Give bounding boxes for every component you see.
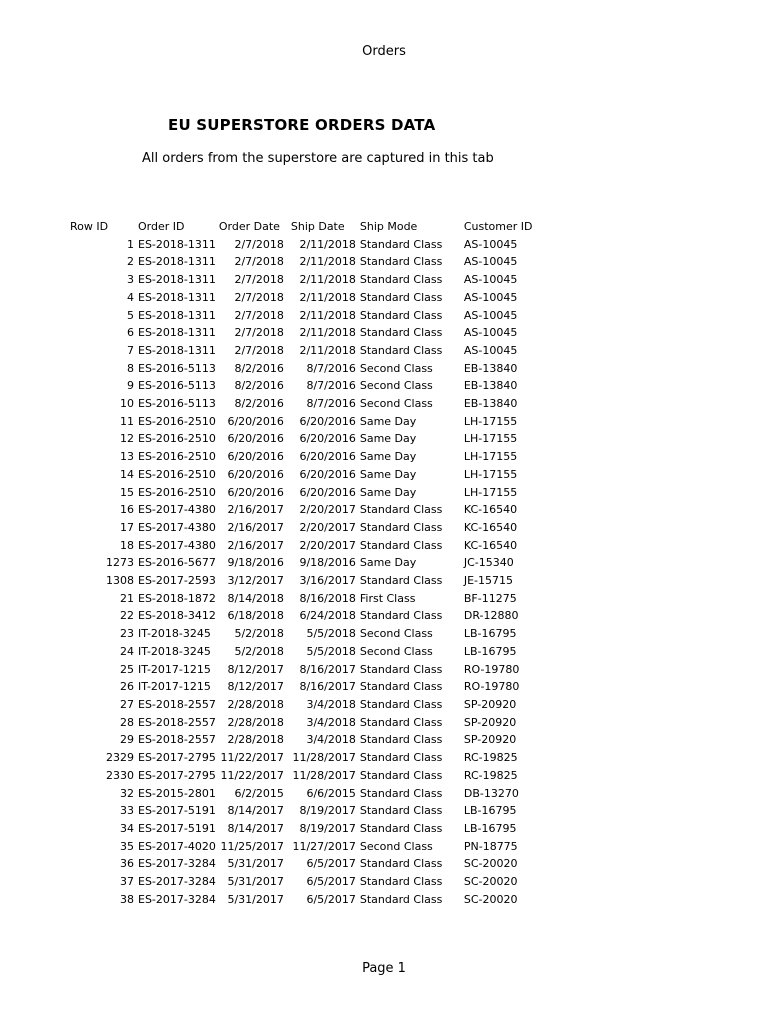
- cell-order-id: ES-2017-4380: [138, 520, 216, 534]
- cell-ship-mode: Same Day: [359, 414, 417, 428]
- table-row: [0, 448, 564, 466]
- cell-customer-id: JE-15715: [463, 574, 514, 588]
- cell-ship-mode: Standard Class: [359, 574, 443, 588]
- cell-ship-mode: Standard Class: [359, 662, 443, 676]
- cell-order-id: ES-2017-5191: [138, 821, 216, 835]
- cell-row-id: 1308: [106, 574, 134, 588]
- cell-row-id: 25: [120, 662, 134, 676]
- cell-row-id: 33: [120, 804, 134, 818]
- cell-row-id: 29: [120, 733, 134, 747]
- document-subtitle: All orders from the superstore are captured in this tab: [142, 151, 494, 166]
- cell-order-date: 3/12/2017: [227, 574, 284, 588]
- cell-order-id: ES-2018-1311: [138, 326, 216, 340]
- cell-customer-id: EB-13840: [463, 361, 518, 375]
- cell-ship-date: 6/5/2017: [306, 875, 356, 889]
- cell-order-date: 8/14/2017: [227, 804, 284, 818]
- cell-customer-id: DR-12880: [463, 609, 519, 623]
- cell-row-id: 21: [120, 591, 134, 605]
- cell-ship-date: 6/24/2018: [299, 609, 356, 623]
- column-header-ship-mode: Ship Mode: [359, 220, 418, 233]
- cell-ship-mode: Standard Class: [359, 768, 443, 782]
- cell-row-id: 34: [120, 821, 134, 835]
- cell-ship-date: 8/16/2017: [299, 662, 356, 676]
- cell-order-date: 11/22/2017: [220, 768, 284, 782]
- cell-ship-date: 2/11/2018: [299, 255, 356, 269]
- cell-order-id: ES-2018-1311: [138, 290, 216, 304]
- cell-order-id: ES-2017-5191: [138, 804, 216, 818]
- cell-customer-id: LH-17155: [463, 485, 518, 499]
- cell-order-date: 6/2/2015: [234, 786, 284, 800]
- column-header-order-date: Order Date: [218, 220, 280, 233]
- cell-ship-date: 6/5/2017: [306, 857, 356, 871]
- cell-order-id: ES-2016-5113: [138, 397, 216, 411]
- cell-customer-id: LH-17155: [463, 432, 518, 446]
- cell-ship-mode: Standard Class: [359, 697, 443, 711]
- table-row: [0, 714, 564, 732]
- cell-customer-id: LH-17155: [463, 467, 518, 481]
- cell-customer-id: RC-19825: [463, 768, 518, 782]
- cell-order-id: ES-2016-2510: [138, 450, 216, 464]
- cell-row-id: 14: [120, 467, 134, 481]
- cell-order-date: 5/2/2018: [234, 644, 284, 658]
- cell-ship-mode: Standard Class: [359, 290, 443, 304]
- table-row: [0, 466, 564, 484]
- cell-order-id: IT-2018-3245: [138, 627, 211, 641]
- cell-row-id: 35: [120, 839, 134, 853]
- table-row: [0, 519, 564, 537]
- cell-ship-date: 3/16/2017: [299, 574, 356, 588]
- cell-order-date: 11/22/2017: [220, 751, 284, 765]
- cell-customer-id: PN-18775: [463, 839, 518, 853]
- table-row: [0, 324, 564, 342]
- cell-order-date: 5/31/2017: [227, 857, 284, 871]
- cell-customer-id: EB-13840: [463, 397, 518, 411]
- cell-ship-date: 6/20/2016: [299, 485, 356, 499]
- cell-customer-id: AS-10045: [463, 255, 518, 269]
- cell-order-date: 2/7/2018: [234, 255, 284, 269]
- cell-order-id: ES-2016-2510: [138, 485, 216, 499]
- column-header-row-id: Row ID: [70, 220, 109, 233]
- table-row: [0, 307, 564, 325]
- table-row: [0, 572, 564, 590]
- table-row: [0, 838, 564, 856]
- cell-order-id: ES-2016-5113: [138, 361, 216, 375]
- page-header-title: Orders: [362, 44, 406, 59]
- cell-ship-date: 8/7/2016: [306, 361, 356, 375]
- cell-ship-date: 8/19/2017: [299, 804, 356, 818]
- cell-customer-id: SC-20020: [463, 892, 518, 906]
- cell-order-date: 2/7/2018: [234, 273, 284, 287]
- table-row: [0, 395, 564, 413]
- table-row: [0, 873, 564, 891]
- table-row: [0, 430, 564, 448]
- cell-ship-mode: Standard Class: [359, 308, 443, 322]
- cell-order-id: ES-2018-1311: [138, 308, 216, 322]
- cell-customer-id: BF-11275: [463, 591, 517, 605]
- table-row: [0, 891, 564, 909]
- cell-row-id: 18: [120, 538, 134, 552]
- cell-ship-date: 2/11/2018: [299, 308, 356, 322]
- cell-order-id: ES-2018-1311: [138, 255, 216, 269]
- cell-ship-date: 2/11/2018: [299, 237, 356, 251]
- table-row: [0, 236, 564, 254]
- cell-order-date: 8/12/2017: [227, 662, 284, 676]
- cell-row-id: 26: [120, 680, 134, 694]
- table-row: [0, 767, 564, 785]
- cell-row-id: 15: [120, 485, 134, 499]
- table-row: [0, 820, 564, 838]
- cell-order-date: 2/16/2017: [227, 538, 284, 552]
- cell-order-date: 2/28/2018: [227, 697, 284, 711]
- table-row: [0, 413, 564, 431]
- cell-order-date: 5/2/2018: [234, 627, 284, 641]
- cell-order-date: 2/7/2018: [234, 290, 284, 304]
- cell-row-id: 11: [120, 414, 134, 428]
- orders-table-body: [0, 236, 564, 909]
- cell-ship-date: 3/4/2018: [306, 697, 356, 711]
- cell-order-id: ES-2017-4380: [138, 503, 216, 517]
- cell-ship-mode: Second Class: [359, 839, 433, 853]
- cell-ship-date: 3/4/2018: [306, 733, 356, 747]
- cell-order-id: ES-2016-2510: [138, 432, 216, 446]
- cell-ship-date: 8/16/2018: [299, 591, 356, 605]
- cell-ship-mode: Standard Class: [359, 751, 443, 765]
- cell-order-date: 9/18/2016: [227, 556, 284, 570]
- cell-row-id: 12: [120, 432, 134, 446]
- cell-ship-mode: Same Day: [359, 485, 417, 499]
- table-row: [0, 607, 564, 625]
- cell-ship-mode: Standard Class: [359, 343, 443, 357]
- cell-order-id: IT-2017-1215: [138, 680, 211, 694]
- cell-order-date: 8/2/2016: [234, 379, 284, 393]
- cell-ship-mode: Standard Class: [359, 804, 443, 818]
- table-row: [0, 537, 564, 555]
- cell-order-date: 2/7/2018: [234, 237, 284, 251]
- cell-customer-id: AS-10045: [463, 290, 518, 304]
- cell-ship-mode: Standard Class: [359, 538, 443, 552]
- cell-ship-mode: First Class: [359, 591, 416, 605]
- cell-order-date: 8/12/2017: [227, 680, 284, 694]
- cell-order-date: 2/16/2017: [227, 520, 284, 534]
- cell-customer-id: AS-10045: [463, 343, 518, 357]
- cell-ship-date: 6/20/2016: [299, 467, 356, 481]
- cell-ship-mode: Standard Class: [359, 255, 443, 269]
- cell-ship-mode: Standard Class: [359, 503, 443, 517]
- cell-order-id: ES-2018-1311: [138, 237, 216, 251]
- table-row: [0, 289, 564, 307]
- table-header-row: [0, 218, 564, 236]
- cell-order-date: 2/28/2018: [227, 733, 284, 747]
- table-row: [0, 731, 564, 749]
- cell-row-id: 32: [120, 786, 134, 800]
- cell-customer-id: RO-19780: [463, 662, 520, 676]
- cell-order-date: 11/25/2017: [220, 839, 284, 853]
- cell-order-id: ES-2015-2801: [138, 786, 216, 800]
- table-row: [0, 855, 564, 873]
- cell-customer-id: KC-16540: [463, 538, 518, 552]
- cell-row-id: 4: [127, 290, 134, 304]
- table-row: [0, 643, 564, 661]
- cell-row-id: 13: [120, 450, 134, 464]
- cell-ship-date: 11/28/2017: [292, 768, 356, 782]
- table-row: [0, 749, 564, 767]
- cell-order-date: 6/20/2016: [227, 432, 284, 446]
- cell-ship-mode: Same Day: [359, 556, 417, 570]
- cell-customer-id: LB-16795: [463, 644, 517, 658]
- cell-order-id: ES-2016-2510: [138, 414, 216, 428]
- document-title: EU SUPERSTORE ORDERS DATA: [168, 116, 436, 134]
- cell-row-id: 2330: [106, 768, 134, 782]
- cell-row-id: 9: [127, 379, 134, 393]
- cell-customer-id: KC-16540: [463, 503, 518, 517]
- cell-order-id: ES-2018-1872: [138, 591, 216, 605]
- cell-order-date: 2/7/2018: [234, 326, 284, 340]
- cell-customer-id: LH-17155: [463, 414, 518, 428]
- cell-order-date: 6/18/2018: [227, 609, 284, 623]
- table-row: [0, 271, 564, 289]
- cell-ship-mode: Standard Class: [359, 875, 443, 889]
- cell-ship-date: 8/16/2017: [299, 680, 356, 694]
- cell-order-id: ES-2017-2593: [138, 574, 216, 588]
- column-header-customer-id: Customer ID: [463, 220, 533, 233]
- cell-customer-id: SP-20920: [463, 697, 517, 711]
- cell-row-id: 2329: [106, 751, 134, 765]
- cell-row-id: 37: [120, 875, 134, 889]
- cell-order-date: 6/20/2016: [227, 485, 284, 499]
- cell-ship-date: 9/18/2016: [299, 556, 356, 570]
- cell-order-id: ES-2017-2795: [138, 768, 216, 782]
- cell-row-id: 1: [127, 237, 134, 251]
- cell-customer-id: LB-16795: [463, 627, 517, 641]
- cell-ship-date: 2/20/2017: [299, 538, 356, 552]
- cell-ship-mode: Standard Class: [359, 892, 443, 906]
- table-row: [0, 696, 564, 714]
- cell-customer-id: DB-13270: [463, 786, 519, 800]
- cell-order-id: ES-2018-2557: [138, 733, 216, 747]
- cell-ship-date: 6/6/2015: [306, 786, 356, 800]
- cell-ship-mode: Second Class: [359, 361, 433, 375]
- cell-row-id: 36: [120, 857, 134, 871]
- table-row: [0, 360, 564, 378]
- cell-order-id: ES-2017-3284: [138, 875, 216, 889]
- cell-order-id: ES-2016-5113: [138, 379, 216, 393]
- cell-customer-id: LB-16795: [463, 821, 517, 835]
- table-row: [0, 590, 564, 608]
- cell-order-date: 5/31/2017: [227, 892, 284, 906]
- cell-customer-id: AS-10045: [463, 237, 518, 251]
- cell-ship-date: 6/20/2016: [299, 450, 356, 464]
- cell-row-id: 28: [120, 715, 134, 729]
- cell-ship-mode: Same Day: [359, 467, 417, 481]
- cell-ship-mode: Second Class: [359, 379, 433, 393]
- cell-customer-id: AS-10045: [463, 273, 518, 287]
- cell-order-date: 2/16/2017: [227, 503, 284, 517]
- cell-order-id: ES-2018-2557: [138, 715, 216, 729]
- cell-row-id: 23: [120, 627, 134, 641]
- cell-order-id: ES-2017-4380: [138, 538, 216, 552]
- cell-ship-date: 2/11/2018: [299, 290, 356, 304]
- cell-order-date: 2/28/2018: [227, 715, 284, 729]
- cell-row-id: 7: [127, 343, 134, 357]
- cell-order-id: ES-2016-5677: [138, 556, 216, 570]
- cell-ship-mode: Standard Class: [359, 857, 443, 871]
- cell-order-date: 5/31/2017: [227, 875, 284, 889]
- cell-ship-date: 6/20/2016: [299, 414, 356, 428]
- table-row: [0, 377, 564, 395]
- cell-order-id: ES-2016-2510: [138, 467, 216, 481]
- cell-order-date: 6/20/2016: [227, 467, 284, 481]
- cell-ship-date: 3/4/2018: [306, 715, 356, 729]
- cell-customer-id: KC-16540: [463, 520, 518, 534]
- cell-row-id: 38: [120, 892, 134, 906]
- column-header-order-id: Order ID: [138, 220, 185, 233]
- table-row: [0, 661, 564, 679]
- cell-order-id: ES-2017-3284: [138, 892, 216, 906]
- table-row: [0, 501, 564, 519]
- cell-ship-mode: Standard Class: [359, 680, 443, 694]
- cell-order-id: ES-2017-3284: [138, 857, 216, 871]
- cell-ship-date: 2/11/2018: [299, 326, 356, 340]
- cell-ship-date: 11/28/2017: [292, 751, 356, 765]
- cell-ship-mode: Standard Class: [359, 821, 443, 835]
- cell-order-id: ES-2017-4020: [138, 839, 216, 853]
- table-row: [0, 484, 564, 502]
- cell-row-id: 8: [127, 361, 134, 375]
- cell-customer-id: LH-17155: [463, 450, 518, 464]
- cell-ship-date: 6/5/2017: [306, 892, 356, 906]
- cell-row-id: 3: [127, 273, 134, 287]
- table-row: [0, 802, 564, 820]
- cell-order-id: IT-2017-1215: [138, 662, 211, 676]
- cell-ship-mode: Standard Class: [359, 733, 443, 747]
- cell-ship-date: 2/20/2017: [299, 520, 356, 534]
- table-row: [0, 678, 564, 696]
- cell-ship-date: 2/11/2018: [299, 273, 356, 287]
- cell-row-id: 5: [127, 308, 134, 322]
- cell-customer-id: RC-19825: [463, 751, 518, 765]
- cell-customer-id: LB-16795: [463, 804, 517, 818]
- orders-table-container: [0, 218, 768, 908]
- cell-customer-id: RO-19780: [463, 680, 520, 694]
- cell-order-date: 8/14/2018: [227, 591, 284, 605]
- cell-customer-id: JC-15340: [463, 556, 514, 570]
- cell-ship-mode: Second Class: [359, 644, 433, 658]
- cell-row-id: 17: [120, 520, 134, 534]
- cell-ship-date: 2/11/2018: [299, 343, 356, 357]
- cell-row-id: 2: [127, 255, 134, 269]
- cell-row-id: 27: [120, 697, 134, 711]
- cell-ship-mode: Second Class: [359, 397, 433, 411]
- cell-row-id: 10: [120, 397, 134, 411]
- cell-order-date: 2/7/2018: [234, 343, 284, 357]
- cell-ship-mode: Standard Class: [359, 786, 443, 800]
- cell-row-id: 24: [120, 644, 134, 658]
- cell-ship-date: 8/19/2017: [299, 821, 356, 835]
- cell-ship-date: 6/20/2016: [299, 432, 356, 446]
- cell-row-id: 1273: [106, 556, 134, 570]
- cell-ship-date: 2/20/2017: [299, 503, 356, 517]
- page-footer-number: Page 1: [362, 961, 406, 976]
- cell-ship-date: 5/5/2018: [306, 627, 356, 641]
- cell-customer-id: EB-13840: [463, 379, 518, 393]
- cell-customer-id: SC-20020: [463, 875, 518, 889]
- cell-ship-mode: Second Class: [359, 627, 433, 641]
- cell-customer-id: AS-10045: [463, 308, 518, 322]
- cell-ship-mode: Standard Class: [359, 326, 443, 340]
- table-row: [0, 253, 564, 271]
- column-header-ship-date: Ship Date: [290, 220, 345, 233]
- cell-ship-date: 5/5/2018: [306, 644, 356, 658]
- table-row: [0, 625, 564, 643]
- cell-ship-mode: Standard Class: [359, 520, 443, 534]
- cell-order-date: 2/7/2018: [234, 308, 284, 322]
- cell-customer-id: SP-20920: [463, 733, 517, 747]
- table-row: [0, 785, 564, 803]
- cell-order-date: 6/20/2016: [227, 450, 284, 464]
- cell-ship-mode: Standard Class: [359, 715, 443, 729]
- table-row: [0, 342, 564, 360]
- cell-order-id: ES-2018-1311: [138, 343, 216, 357]
- cell-ship-date: 8/7/2016: [306, 397, 356, 411]
- cell-order-date: 8/2/2016: [234, 361, 284, 375]
- cell-order-id: ES-2018-2557: [138, 697, 216, 711]
- cell-ship-mode: Standard Class: [359, 237, 443, 251]
- cell-order-id: ES-2018-3412: [138, 609, 216, 623]
- cell-order-id: ES-2017-2795: [138, 751, 216, 765]
- table-row: [0, 554, 564, 572]
- cell-order-date: 6/20/2016: [227, 414, 284, 428]
- cell-order-date: 8/2/2016: [234, 397, 284, 411]
- cell-ship-mode: Same Day: [359, 432, 417, 446]
- cell-customer-id: AS-10045: [463, 326, 518, 340]
- cell-order-id: ES-2018-1311: [138, 273, 216, 287]
- cell-ship-mode: Standard Class: [359, 273, 443, 287]
- cell-ship-date: 8/7/2016: [306, 379, 356, 393]
- cell-customer-id: SC-20020: [463, 857, 518, 871]
- orders-table: [0, 218, 564, 908]
- cell-ship-date: 11/27/2017: [292, 839, 356, 853]
- cell-order-date: 8/14/2017: [227, 821, 284, 835]
- cell-order-id: IT-2018-3245: [138, 644, 211, 658]
- cell-row-id: 6: [127, 326, 134, 340]
- cell-customer-id: SP-20920: [463, 715, 517, 729]
- cell-ship-mode: Standard Class: [359, 609, 443, 623]
- cell-row-id: 22: [120, 609, 134, 623]
- cell-ship-mode: Same Day: [359, 450, 417, 464]
- cell-row-id: 16: [120, 503, 134, 517]
